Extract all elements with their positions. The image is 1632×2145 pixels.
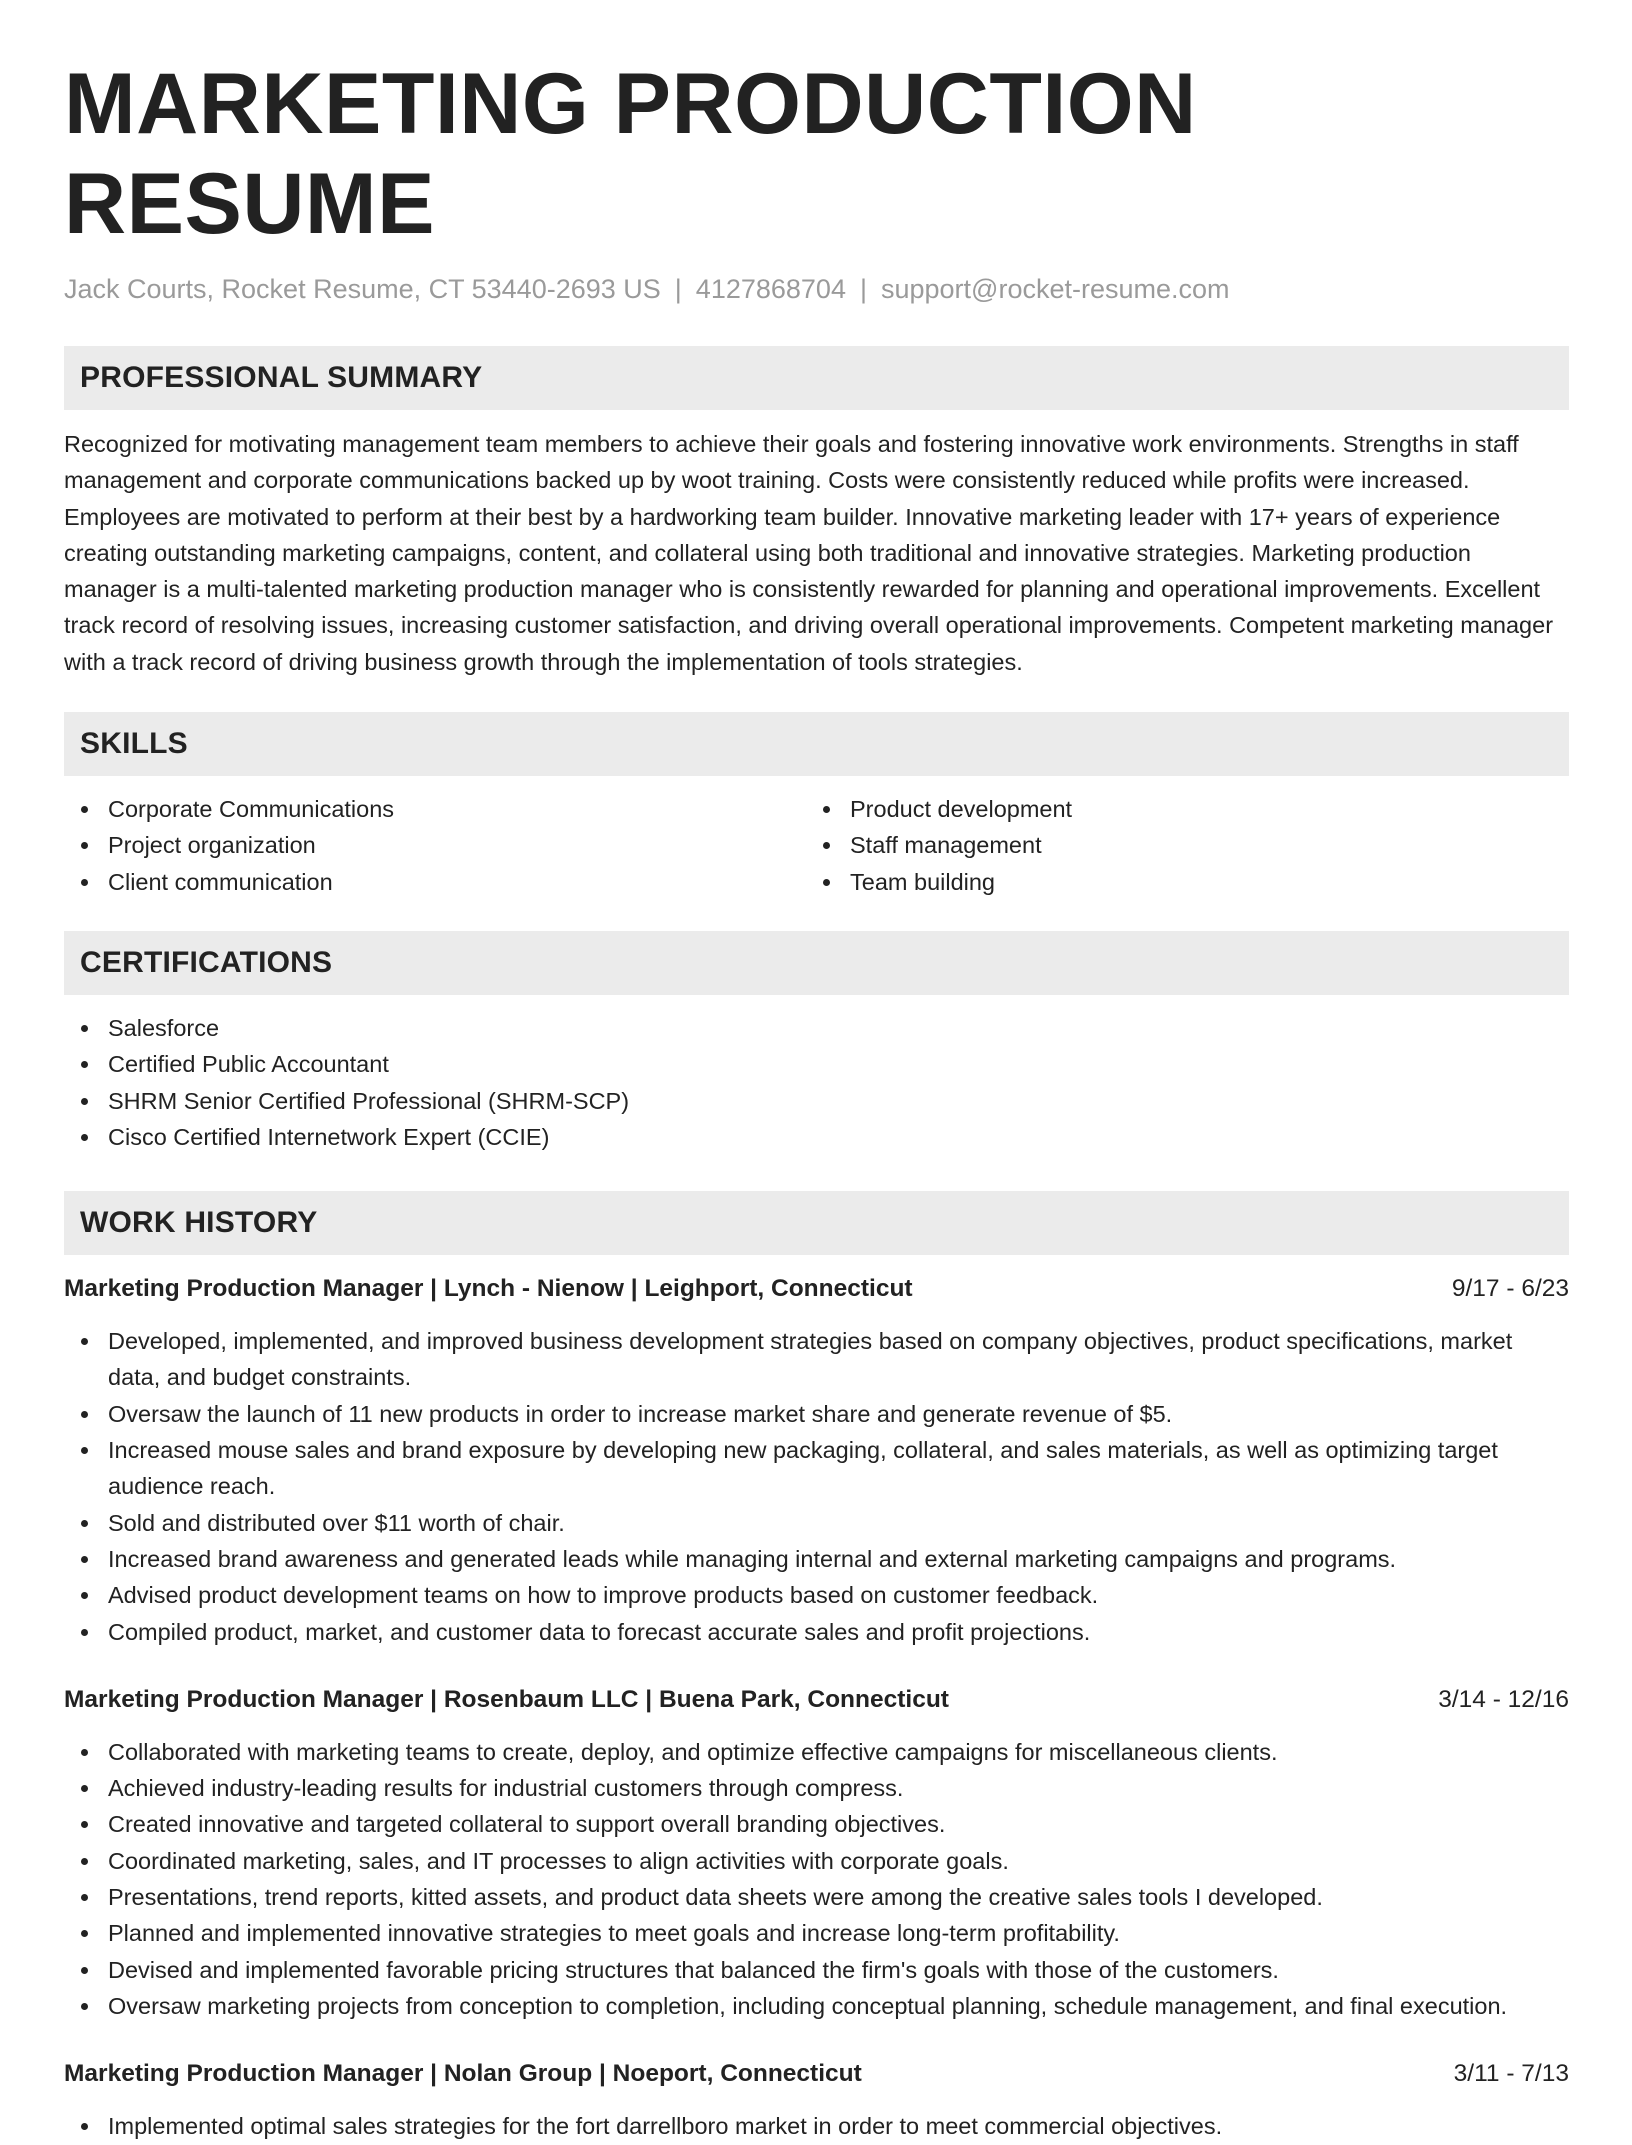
skill-item: Team building [850,864,1548,900]
job-bullet: Achieved industry-leading results for industrial customers through compress. [108,1770,1569,1806]
job-bullet: Advised product development teams on how to improve products based on customer feedback. [108,1577,1569,1613]
work-history-section [64,1191,1569,2144]
contact-phone: 4127868704 [695,274,846,304]
summary-heading: PROFESSIONAL SUMMARY [64,346,1569,410]
job-header [64,2056,1569,2092]
certifications-section [64,931,1569,1155]
job-bullets [64,1734,1569,2024]
job-bullet: Increased mouse sales and brand exposure by developing new packaging, collateral, and sales materials, as well as optimizing target audience reach. [108,1432,1569,1505]
certification-item: Salesforce [108,1010,1569,1046]
skills-heading: SKILLS [64,712,1569,776]
page-title: MARKETING PRODUCTION RESUME [64,56,1197,252]
skills-column-right [806,791,1548,900]
skills-list-left [64,791,806,900]
skill-item: Corporate Communications [108,791,806,827]
skill-item: Product development [850,791,1548,827]
job-bullet: Collaborated with marketing teams to create, deploy, and optimize effective campaigns for miscellaneous clients. [108,1734,1569,1770]
contact-email: support@rocket-resume.com [880,274,1230,304]
contact-separator: | [674,274,682,304]
skill-item: Project organization [108,827,806,863]
certifications-list [64,1010,1569,1155]
job-bullets [64,1323,1569,1650]
job-entry [64,1271,1569,1650]
job-header [64,1682,1569,1718]
job-bullet: Oversaw marketing projects from conception to completion, including conceptual planning, schedule management, and final execution. [108,1988,1569,2024]
job-entry [64,1682,1569,2024]
job-bullet: Presentations, trend reports, kitted assets, and product data sheets were among the creative sales tools I developed. [108,1879,1569,1915]
skills-grid [64,791,1569,900]
job-title: Marketing Production Manager | Rosenbaum LLC | Buena Park, Connecticut [64,1685,949,1713]
contact-line [64,272,1569,306]
certification-item: Cisco Certified Internetwork Expert (CCIE) [108,1119,1569,1155]
summary-text: Recognized for motivating management team members to achieve their goals and fostering innovative work environments. Strengths in staff management and corporate communications backed up by woot training. Costs were consistently reduced while profits were increased. Employees are motivated to perform at their best by a hardworking team builder. Innovative marketing leader with 17+ years of experience creating outstanding marketing campaigns, content, and collateral using both traditional and innovative strategies. Marketing production manager is a multi-talented marketing production manager who is consistently rewarded for planning and operational improvements. Excellent track record of resolving issues, increasing customer satisfaction, and driving overall operational improvements. Competent marketing manager with a track record of driving business growth through the implementation of tools strategies. [64,431,1554,675]
job-title: Marketing Production Manager | Nolan Group | Noeport, Connecticut [64,2060,862,2088]
job-bullet: Planned and implemented innovative strategies to meet goals and increase long-term profitability. [108,1915,1569,1951]
job-bullet: Devised and implemented favorable pricing structures that balanced the firm's goals with those of the customers. [108,1952,1569,1988]
job-entry [64,2056,1569,2144]
skills-column-left [64,791,806,900]
certification-item: SHRM Senior Certified Professional (SHRM-SCP) [108,1083,1569,1119]
job-dates: 3/11 - 7/13 [1453,2060,1569,2088]
job-bullet: Developed, implemented, and improved business development strategies based on company objectives, product specifications, market data, and budget constraints. [108,1323,1569,1396]
certification-item: Certified Public Accountant [108,1046,1569,1082]
summary-section [64,346,1569,680]
job-bullet: Implemented optimal sales strategies for the fort darrellboro market in order to meet commercial objectives. [108,2108,1569,2144]
job-dates: 9/17 - 6/23 [1451,1275,1569,1303]
work-history-heading: WORK HISTORY [64,1191,1569,1255]
job-header [64,1271,1569,1307]
job-title: Marketing Production Manager | Lynch - Nienow | Leighport, Connecticut [64,1275,913,1303]
job-bullet: Created innovative and targeted collateral to support overall branding objectives. [108,1806,1569,1842]
certifications-heading: CERTIFICATIONS [64,931,1569,995]
job-bullet: Compiled product, market, and customer data to forecast accurate sales and profit projections. [108,1614,1569,1650]
contact-address: Jack Courts, Rocket Resume, CT 53440-2693 US [64,274,661,304]
skill-item: Client communication [108,864,806,900]
skills-list-right [806,791,1548,900]
contact-separator: | [859,274,867,304]
skills-section [64,712,1569,900]
job-bullets [64,2108,1569,2144]
skill-item: Staff management [850,827,1548,863]
job-bullet: Oversaw the launch of 11 new products in order to increase market share and generate revenue of $5. [108,1396,1569,1432]
job-bullet: Coordinated marketing, sales, and IT processes to align activities with corporate goals. [108,1843,1569,1879]
job-bullet: Sold and distributed over $11 worth of chair. [108,1505,1569,1541]
job-dates: 3/14 - 12/16 [1438,1685,1569,1713]
job-bullet: Increased brand awareness and generated leads while managing internal and external marketing campaigns and programs. [108,1541,1569,1577]
